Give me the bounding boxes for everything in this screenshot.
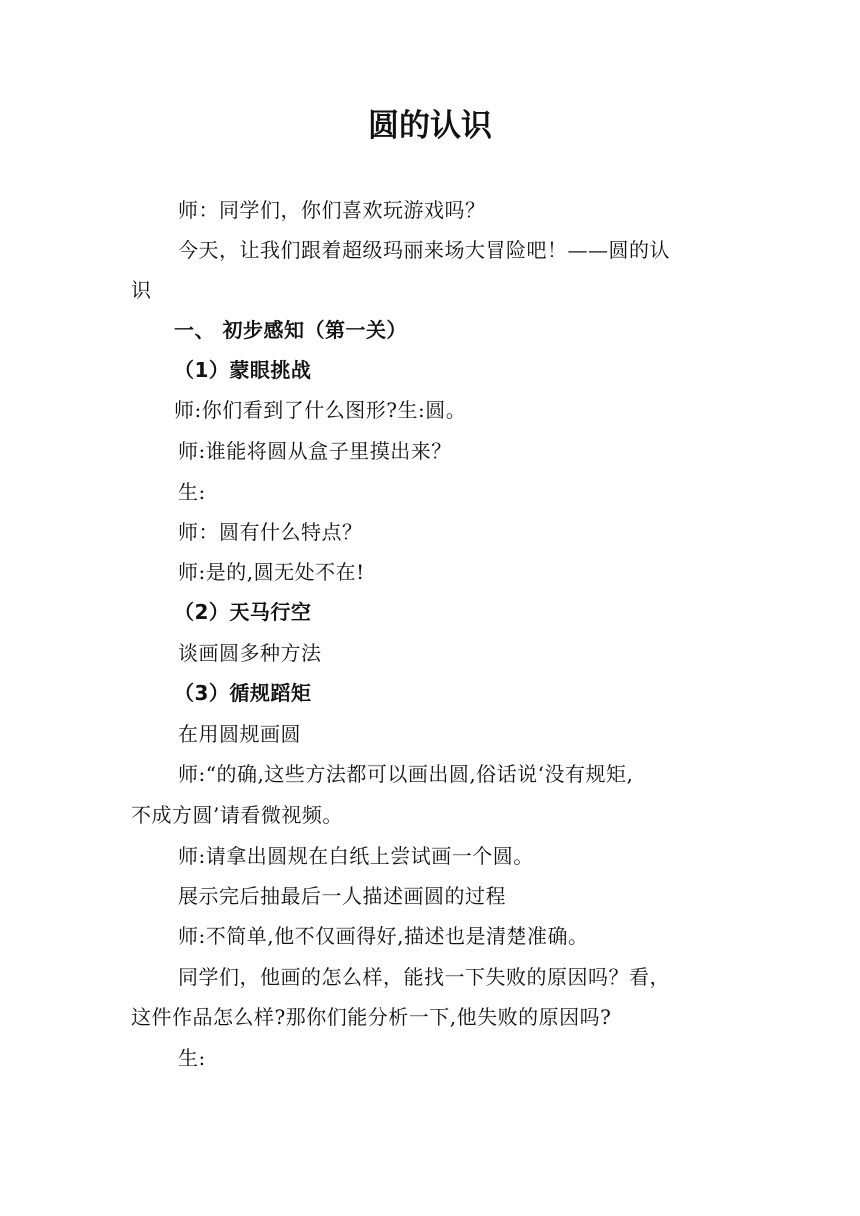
paragraph-line: 同学们，他画的怎么样，能找一下失败的原因吗？看， <box>178 965 670 989</box>
paragraph-line: 师:你们看到了什么图形?生:圆。 <box>174 398 467 422</box>
paragraph-line: 师：圆有什么特点？ <box>178 520 363 544</box>
subsection-heading: （3）循规蹈矩 <box>174 681 312 705</box>
paragraph-line: 师:“的确,这些方法都可以画出圆,俗话说‘没有规矩, <box>178 762 634 786</box>
paragraph-line: 生: <box>178 1046 206 1070</box>
section-heading: 一、 初步感知（第一关） <box>174 318 407 342</box>
paragraph-line: 展示完后抽最后一人描述画圆的过程 <box>178 884 506 908</box>
document-title: 圆的认识 <box>368 108 492 144</box>
subsection-heading: （1）蒙眼挑战 <box>174 358 312 382</box>
paragraph-line: 不成方圆’请看微视频。 <box>131 803 343 827</box>
paragraph-line: 师:是的,圆无处不在! <box>178 560 365 584</box>
paragraph-line: 师：同学们，你们喜欢玩游戏吗？ <box>178 198 486 222</box>
paragraph-line: 师:请拿出圆规在白纸上尝试画一个圆。 <box>178 844 534 868</box>
paragraph-line: 生: <box>178 480 206 504</box>
paragraph-line: 识 <box>131 278 152 302</box>
paragraph-line: 师:不简单,他不仅画得好,描述也是清楚准确。 <box>178 924 589 948</box>
subsection-heading: （2）天马行空 <box>174 600 312 624</box>
paragraph-line: 在用圆规画圆 <box>178 722 301 746</box>
paragraph-line: 谈画圆多种方法 <box>178 641 322 665</box>
paragraph-line: 今天，让我们跟着超级玛丽来场大冒险吧！——圆的认 <box>178 238 670 262</box>
paragraph-line: 这件作品怎么样?那你们能分析一下,他失败的原因吗? <box>131 1005 612 1029</box>
paragraph-line: 师:谁能将圆从盒子里摸出来？ <box>178 439 452 463</box>
